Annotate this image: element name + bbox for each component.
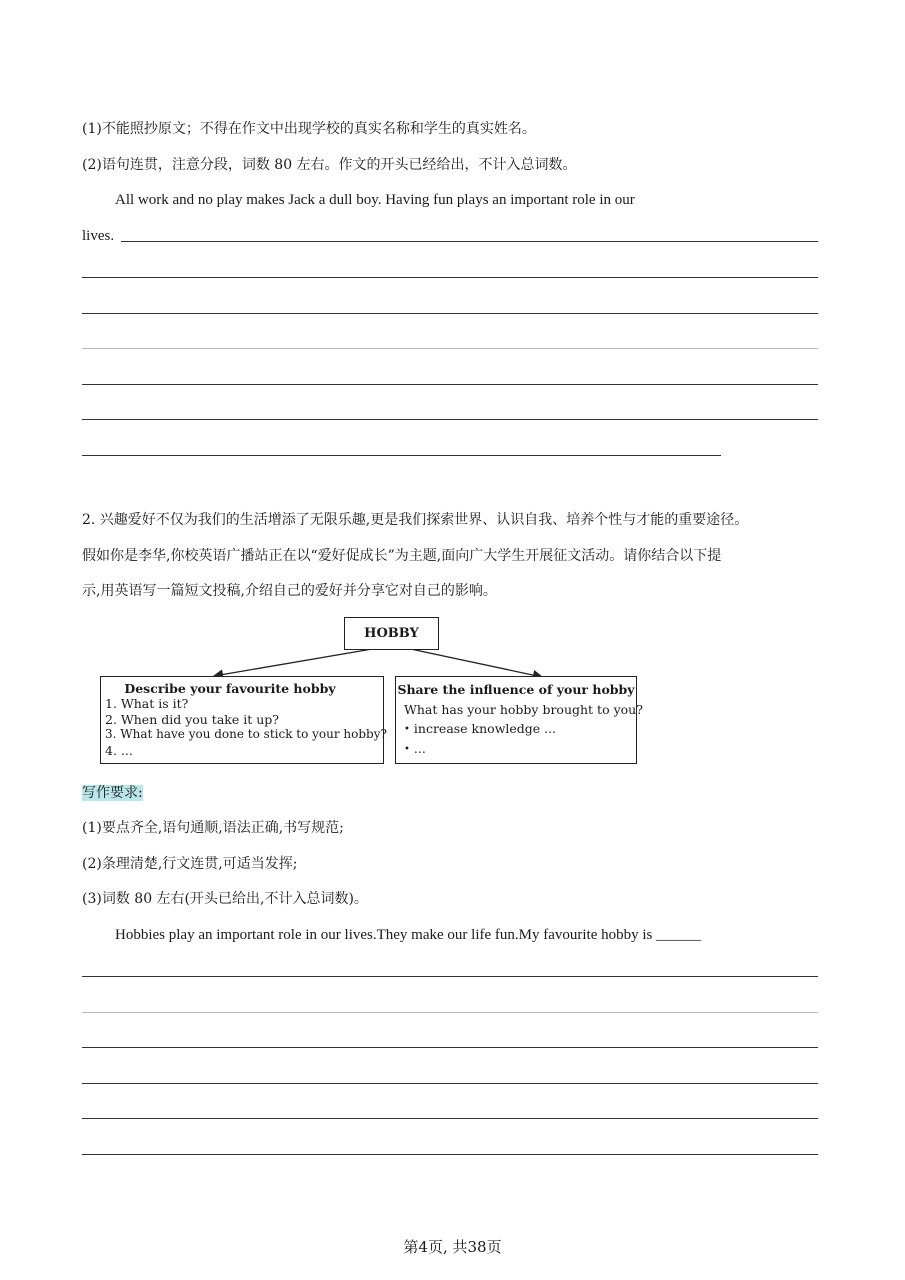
diagram-root-label: HOBBY <box>364 626 419 641</box>
diagram-left-item: 2. When did you take it up? <box>105 711 279 727</box>
diagram-right-title: Share the influence of your hobby <box>397 682 635 697</box>
writing-line[interactable] <box>82 1083 818 1084</box>
diagram-left-box <box>100 676 387 764</box>
diagram-root-box <box>344 617 439 650</box>
writing-line[interactable] <box>82 1012 818 1013</box>
task2-requirement-1: (1)要点齐全,语句通顺,语法正确,书写规范; <box>82 820 344 836</box>
task2-prompt-line-2: 假如你是李华,你校英语广播站正在以“爱好促成长”为主题,面向广大学生开展征文活动。请你结合以下提 <box>82 548 722 564</box>
bullet-icon: • <box>404 744 410 755</box>
task2-prompt-line-3: 示,用英语写一篇短文投稿,介绍自己的爱好并分享它对自己的影响。 <box>82 583 497 599</box>
diagram-right-box <box>395 676 643 764</box>
diagram-right-bullet: • ... <box>404 741 426 756</box>
writing-line[interactable] <box>82 1154 818 1155</box>
page-number: 第4页, 共38页 <box>403 1238 502 1256</box>
essay-opening-line-1: All work and no play makes Jack a dull boy. Having fun plays an important role in our <box>115 192 635 208</box>
writing-line[interactable] <box>82 976 818 977</box>
task2-requirement-2: (2)条理清楚,行文连贯,可适当发挥; <box>82 856 298 872</box>
diagram-left-item: 1. What is it? <box>105 696 189 711</box>
writing-line[interactable] <box>82 1047 818 1048</box>
task2-essay-opening: Hobbies play an important role in our lives.They make our life fun.My favourite hobby is ______ <box>115 927 702 943</box>
diagram-left-item: 4. ... <box>105 742 133 758</box>
essay-opening-line-2: lives. <box>82 228 115 244</box>
task2-requirement-3: (3)词数 80 左右(开头已给出,不计入总词数)。 <box>82 891 368 907</box>
diagram-right-question: What has your hobby brought to you? <box>404 702 643 717</box>
writing-requirements-heading: 写作要求: <box>82 785 143 801</box>
requirement-1: (1)不能照抄原文；不得在作文中出现学校的真实名称和学生的真实姓名。 <box>82 121 536 137</box>
diagram-left-item: 3. What have you done to stick to your hobby? <box>105 727 387 741</box>
writing-line[interactable] <box>82 1118 818 1119</box>
diagram-left-title: Describe your favourite hobby <box>124 681 336 696</box>
requirement-2: (2)语句连贯，注意分段，词数 80 左右。作文的开头已经给出，不计入总词数。 <box>82 157 577 173</box>
arrow-right <box>406 648 542 677</box>
bullet-icon: • <box>404 724 410 735</box>
arrow-left <box>214 648 378 676</box>
task2-prompt-line-1: 2. 兴趣爱好不仅为我们的生活增添了无限乐趣,更是我们探索世界、认识自我、培养个性与才能的重要途径。 <box>82 512 749 528</box>
diagram-right-bullet: • increase knowledge ... <box>404 721 557 736</box>
